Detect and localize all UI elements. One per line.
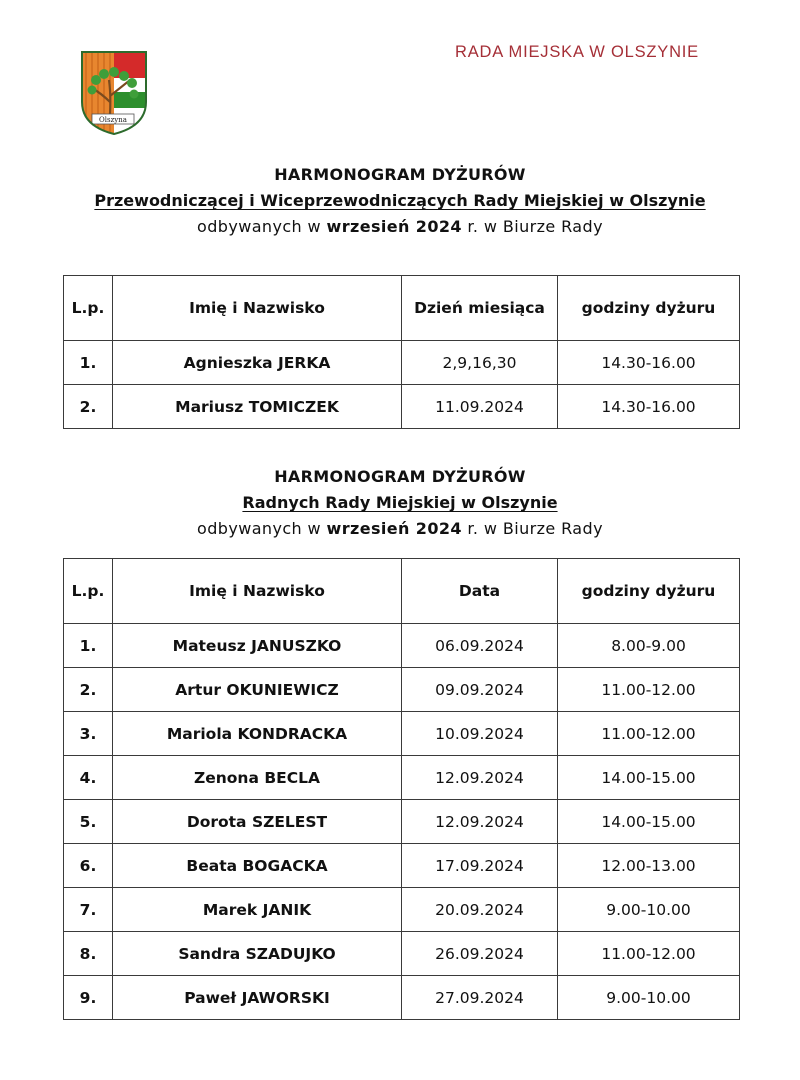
person-name: [113, 888, 402, 932]
organization-name: RADA MIEJSKA W OLSZYNIE: [455, 43, 699, 61]
row-number: 6.: [64, 844, 113, 888]
section1-title: HARMONOGRAM DYŻURÓW: [274, 165, 526, 184]
row-number: 8.: [64, 932, 113, 976]
last-name: BOGACKA: [242, 856, 328, 875]
person-name: [113, 712, 402, 756]
table-row: [64, 668, 740, 712]
last-name: OKUNIEWICZ: [226, 680, 339, 699]
duty-hours: 11.00-12.00: [558, 712, 740, 756]
person-name: [113, 756, 402, 800]
section2-period: [0, 516, 800, 542]
duty-date: 11.09.2024: [402, 385, 558, 429]
section2-subtitle: Radnych Rady Miejskiej w Olszynie: [242, 493, 558, 512]
duty-hours: 9.00-10.00: [558, 976, 740, 1020]
section1-period: [0, 214, 800, 240]
table-row: [64, 624, 740, 668]
row-number: 5.: [64, 800, 113, 844]
table-row: [64, 341, 740, 385]
person-name: [113, 624, 402, 668]
column-header: Dzień miesiąca: [402, 276, 558, 341]
duty-date: 06.09.2024: [402, 624, 558, 668]
section1-period-month: wrzesień 2024: [326, 217, 462, 236]
person-name: [113, 800, 402, 844]
section1-period-suffix: r. w Biurze Rady: [467, 217, 603, 236]
duty-date: 26.09.2024: [402, 932, 558, 976]
table-row: [64, 932, 740, 976]
row-number: 1.: [64, 624, 113, 668]
duty-date: 17.09.2024: [402, 844, 558, 888]
column-header: Imię i Nazwisko: [113, 559, 402, 624]
row-number: 3.: [64, 712, 113, 756]
first-name: Marek: [202, 900, 258, 919]
duty-hours: 14.30-16.00: [558, 341, 740, 385]
column-header: L.p.: [64, 559, 113, 624]
row-number: 1.: [64, 341, 113, 385]
first-name: Dorota: [186, 812, 247, 831]
duty-hours: 8.00-9.00: [558, 624, 740, 668]
row-number: 2.: [64, 668, 113, 712]
crest-label: Olszyna: [99, 116, 127, 124]
column-header: L.p.: [64, 276, 113, 341]
first-name: Zenona: [194, 768, 259, 787]
first-name: Mariusz: [175, 397, 244, 416]
person-name: [113, 932, 402, 976]
duty-hours: 11.00-12.00: [558, 932, 740, 976]
first-name: Beata: [186, 856, 238, 875]
person-name: [113, 976, 402, 1020]
section1-period-prefix: odbywanych w: [197, 217, 322, 236]
person-name: [113, 844, 402, 888]
last-name: SZADUJKO: [245, 944, 336, 963]
section2-title: HARMONOGRAM DYŻURÓW: [274, 467, 526, 486]
last-name: BECLA: [264, 768, 320, 787]
first-name: Paweł: [184, 988, 237, 1007]
last-name: JERKA: [278, 353, 331, 372]
duty-date: 09.09.2024: [402, 668, 558, 712]
duty-hours: 14.30-16.00: [558, 385, 740, 429]
section2-table: [63, 558, 740, 1020]
duty-date: 27.09.2024: [402, 976, 558, 1020]
person-name: [113, 668, 402, 712]
duty-hours: 9.00-10.00: [558, 888, 740, 932]
row-number: 7.: [64, 888, 113, 932]
last-name: SZELEST: [251, 812, 328, 831]
person-name: [113, 341, 402, 385]
section2-heading: [0, 464, 800, 542]
first-name: Agnieszka: [183, 353, 273, 372]
table-row: [64, 385, 740, 429]
table-row: [64, 712, 740, 756]
duty-hours: 14.00-15.00: [558, 756, 740, 800]
first-name: Sandra: [178, 944, 241, 963]
table-row: [64, 800, 740, 844]
row-number: 4.: [64, 756, 113, 800]
first-name: Mateusz: [172, 636, 246, 655]
duty-date: 2,9,16,30: [402, 341, 558, 385]
row-number: 9.: [64, 976, 113, 1020]
table-header-row: [64, 276, 740, 341]
section2-period-suffix: r. w Biurze Rady: [467, 519, 603, 538]
last-name: JANUSZKO: [251, 636, 342, 655]
last-name: JAWORSKI: [241, 988, 330, 1007]
first-name: Mariola: [166, 724, 233, 743]
table-row: [64, 976, 740, 1020]
section1-heading: [0, 162, 800, 240]
last-name: KONDRACKA: [237, 724, 348, 743]
duty-date: 12.09.2024: [402, 800, 558, 844]
duty-hours: 14.00-15.00: [558, 800, 740, 844]
person-name: [113, 385, 402, 429]
column-header: Data: [402, 559, 558, 624]
first-name: Artur: [175, 680, 221, 699]
table-row: [64, 844, 740, 888]
section2-period-prefix: odbywanych w: [197, 519, 322, 538]
last-name: JANIK: [262, 900, 312, 919]
column-header: godziny dyżuru: [558, 276, 740, 341]
section1-subtitle: Przewodniczącej i Wiceprzewodniczących Rady Miejskiej w Olszynie: [94, 191, 706, 210]
duty-date: 10.09.2024: [402, 712, 558, 756]
table-row: [64, 756, 740, 800]
duty-date: 12.09.2024: [402, 756, 558, 800]
table-header-row: [64, 559, 740, 624]
duty-hours: 11.00-12.00: [558, 668, 740, 712]
section1-table: [63, 275, 740, 429]
last-name: TOMICZEK: [248, 397, 339, 416]
column-header: Imię i Nazwisko: [113, 276, 402, 341]
table-row: [64, 888, 740, 932]
duty-hours: 12.00-13.00: [558, 844, 740, 888]
olszyna-crest-logo: [80, 50, 148, 136]
duty-date: 20.09.2024: [402, 888, 558, 932]
row-number: 2.: [64, 385, 113, 429]
section2-period-month: wrzesień 2024: [326, 519, 462, 538]
column-header: godziny dyżuru: [558, 559, 740, 624]
